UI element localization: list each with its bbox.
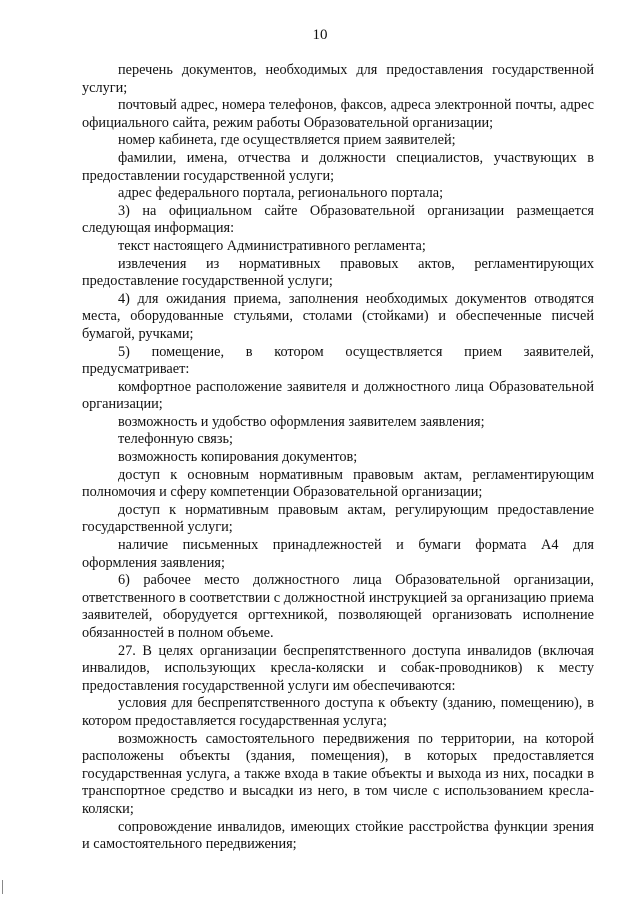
paragraph: телефонную связь; xyxy=(118,431,233,448)
paragraph: возможность самостоятельного передвижения по территории, на которой расположены объекты (здания, помещения), в которых предоставляется государственная услуга, а также входа в такие объекты и выхода из них, посадки в транспортное средство и высадки из него, в том числе с использованием кресла-коляски; xyxy=(82,730,594,817)
paragraph: 4) для ожидания приема, заполнения необходимых документов отводятся места, оборудованные стульями, столами (стойками) и обеспеченные писчей бумагой, ручками; xyxy=(82,290,594,342)
paragraph: возможность копирования документов; xyxy=(118,449,358,466)
scan-margin-mark xyxy=(2,880,6,894)
paragraph: текст настоящего Административного регламента; xyxy=(118,237,426,254)
paragraph: 6) рабочее место должностного лица Образовательной организации, ответственного в соответствии с должностной инструкцией за организацию приема заявителей, оборудуется оргтехникой, позволяющей организовать исполнение обязанностей в полном объеме. xyxy=(82,572,594,641)
paragraph: почтовый адрес, номера телефонов, факсов, адреса электронной почты, адрес официального сайта, режим работы Образовательной организации; xyxy=(82,97,594,131)
document-body xyxy=(82,62,594,854)
paragraph: возможность и удобство оформления заявителем заявления; xyxy=(118,413,485,430)
paragraph: комфортное расположение заявителя и должностного лица Образовательной организации; xyxy=(82,378,594,413)
paragraph: сопровождение инвалидов, имеющих стойкие расстройства функции зрения и самостоятельного передвижения; xyxy=(82,818,594,853)
paragraph: номер кабинета, где осуществляется прием заявителей; xyxy=(118,132,456,149)
paragraph: наличие письменных принадлежностей и бумаги формата А4 для оформления заявления; xyxy=(82,537,594,571)
paragraph: доступ к основным нормативным правовым актам, регламентирующим полномочия и сферу компетенции Образовательной организации; xyxy=(82,466,594,501)
page-number: 10 xyxy=(312,27,328,43)
paragraph: адрес федерального портала, регионального портала; xyxy=(118,185,444,202)
paragraph: 27. В целях организации беспрепятственного доступа инвалидов (включая инвалидов, использующих кресла-коляски и собак-проводников) к месту предоставления государственной услуги им обеспечиваются: xyxy=(82,642,594,694)
paragraph: 3) на официальном сайте Образовательной организации размещается следующая информация: xyxy=(82,202,594,237)
paragraph: доступ к нормативным правовым актам, регулирующим предоставление государственной услуги; xyxy=(82,501,594,536)
paragraph: 5) помещение, в котором осуществляется прием заявителей, предусматривает: xyxy=(82,343,594,378)
paragraph: перечень документов, необходимых для предоставления государственной услуги; xyxy=(82,62,594,96)
paragraph: извлечения из нормативных правовых актов, регламентирующих предоставление государственной услуги; xyxy=(82,255,594,290)
paragraph: условия для беспрепятственного доступа к объекту (зданию, помещению), в котором предоставляется государственная услуга; xyxy=(82,695,594,729)
paragraph: фамилии, имена, отчества и должности специалистов, участвующих в предоставлении государственной услуги; xyxy=(82,149,594,184)
